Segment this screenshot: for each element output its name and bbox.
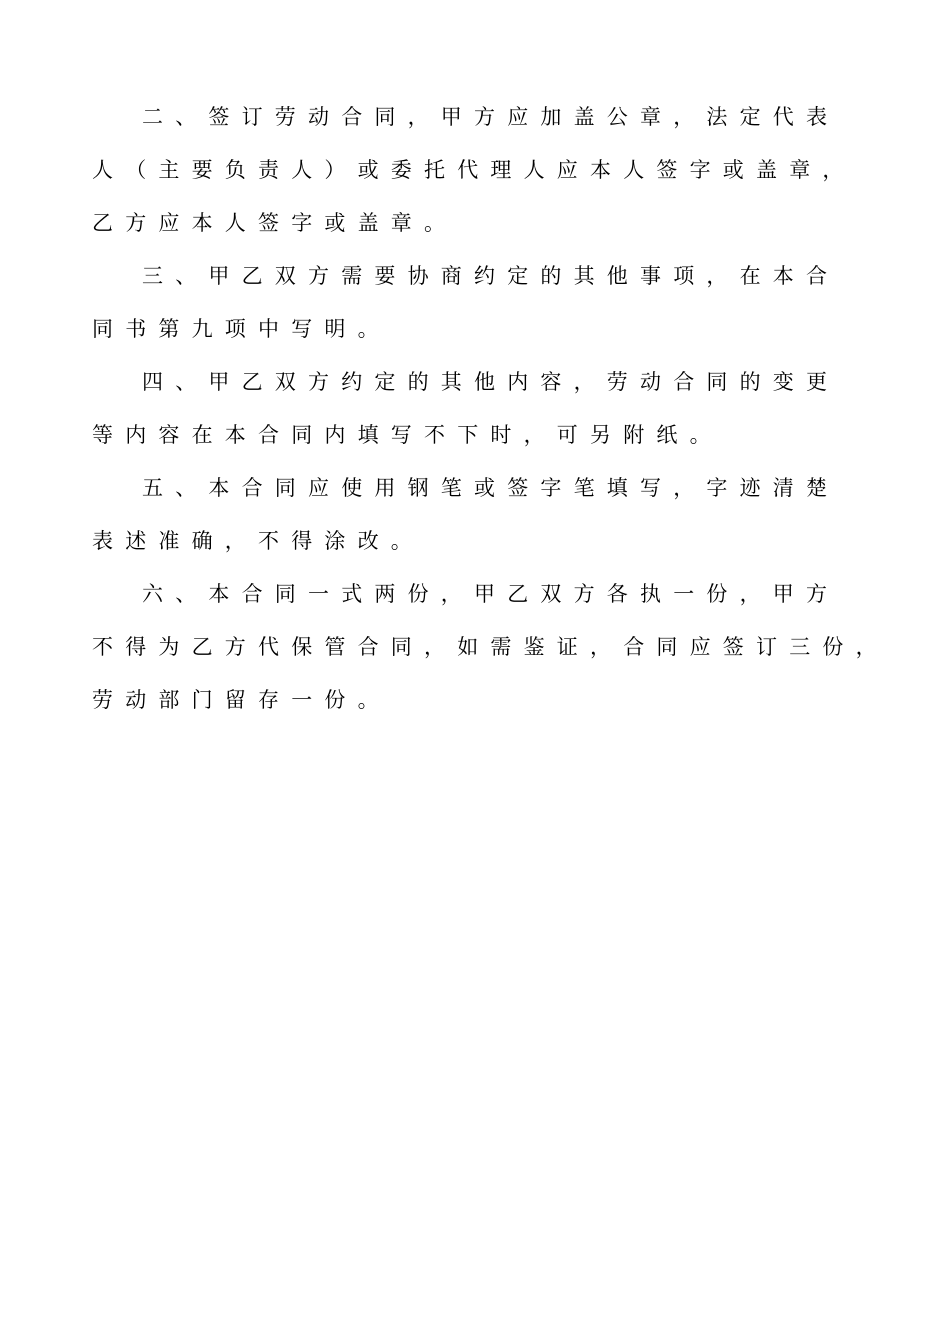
paragraph-line: 不得为乙方代保管合同，如需鉴证，合同应签订三份， [92, 635, 889, 659]
paragraph-line: 二、签订劳动合同，甲方应加盖公章，法定代表 [142, 105, 840, 129]
paragraph-line: 人（主要负责人）或委托代理人应本人签字或盖章， [92, 158, 856, 182]
paragraph-line: 六、本合同一式两份，甲乙双方各执一份，甲方 [142, 582, 840, 606]
paragraph-line: 五、本合同应使用钢笔或签字笔填写，字迹清楚 [142, 476, 840, 500]
paragraph-line: 表述准确，不得涂改。 [92, 529, 424, 553]
paragraph-line: 乙方应本人签字或盖章。 [92, 211, 458, 235]
paragraph-line: 同书第九项中写明。 [92, 317, 391, 341]
paragraph-line: 三、甲乙双方需要协商约定的其他事项，在本合 [142, 264, 840, 288]
paragraph-line: 等内容在本合同内填写不下时，可另附纸。 [92, 423, 723, 447]
paragraph-line: 劳动部门留存一份。 [92, 688, 391, 712]
paragraph-line: 四、甲乙双方约定的其他内容，劳动合同的变更 [142, 370, 840, 394]
